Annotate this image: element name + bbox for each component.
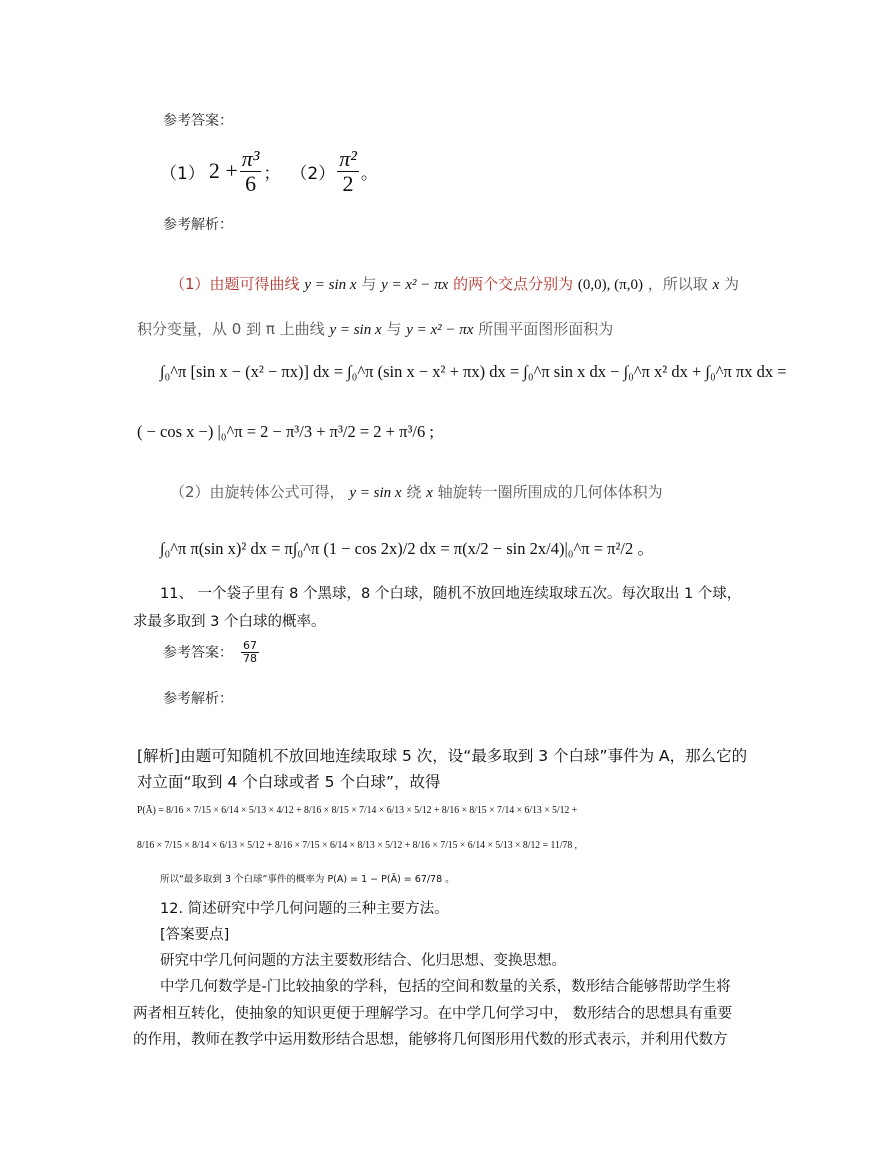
question-12: 12. 简述研究中学几何问题的三种主要方法。 [160, 901, 449, 917]
answer-q10 [160, 145, 378, 197]
answer-separator: ； [263, 163, 281, 184]
rotation-eq: y = sin x [349, 485, 402, 501]
eval-left: ( − cos x − [137, 422, 208, 441]
integral-line: ∫₀^π [sin x − (x² − πx)] dx = ∫₀^π (sin x − x² + πx) dx = ∫₀^π sin x dx − ∫₀^π x² dx + ∫₀^π πx dx = [160, 362, 787, 381]
evaluation-line [137, 410, 434, 454]
curve-eq-1b: y = sin x [329, 322, 382, 338]
solution-part-2 [170, 481, 663, 502]
rotation-axis: x [426, 485, 433, 501]
answer-1-fraction [240, 147, 262, 194]
answer-1-denominator: 6 [245, 170, 257, 196]
answer-2-denominator: 2 [342, 170, 354, 196]
intersection-points: (0,0), (π,0) [577, 277, 643, 293]
volume-text: 轴旋转一圈所围成的几何体体积为 [437, 483, 663, 501]
answer-line-4: 的作用，教师在教学中运用数形结合思想，能够将几何图形用代数的形式表示，并利用代数方 [133, 1032, 728, 1048]
solution-1-intro: （1）由题可得曲线 [170, 275, 300, 293]
question-11-line-2: 求最多取到 3 个白球的概率。 [133, 614, 326, 630]
var-x: x [712, 277, 720, 293]
analysis-q11-line-2: 对立面“取到 4 个白球或者 5 个白球”，故得 [137, 773, 441, 791]
answer-2-prefix: （2） [290, 163, 336, 184]
probability-row-3: 所以“最多取到 3 个白球”事件的概率为 P(A) = 1 − P(Ā) = 67/78 。 [160, 874, 455, 885]
and-word-b: 与 [386, 320, 402, 338]
answer-2-numerator: π² [339, 146, 357, 172]
answer-q11 [163, 640, 261, 664]
answer-1-term: 2 + [208, 158, 238, 183]
analysis-label-q11: 参考解析： [163, 691, 233, 707]
answer-q11-fraction [241, 640, 259, 664]
take-text: ，所以取 [647, 275, 708, 293]
analysis-q11-line-1: [解析]由题可知随机不放回地连续取球 5 次，设“最多取到 3 个白球”事件为 A，那么它的 [137, 747, 748, 765]
answer-label-q11: 参考答案： [163, 645, 233, 662]
answer-1-prefix: （1） [160, 163, 205, 184]
probability-row-2: 8/16 × 7/15 × 8/14 × 6/13 × 5/12 + 8/16 × 7/15 × 6/14 × 8/13 × 5/12 + 8/16 × 7/15 × 6/14 × 5/13 × 8/12 = 11/78 , [137, 840, 578, 851]
rotation-intro: （2）由旋转体公式可得， [170, 483, 345, 501]
area-text: 所围平面图形面积为 [478, 320, 614, 338]
answer-2-fraction [337, 147, 359, 194]
probability-row-1: P(Ā) = 8/16 × 7/15 × 6/14 × 5/13 × 4/12 + 8/16 × 8/15 × 7/14 × 6/13 × 5/12 + 8/16 × 8/15 × 7/14 × 6/13 × 5/12 + [137, 805, 578, 816]
curve-eq-2b: y = x² − πx [406, 322, 474, 338]
as-text: 为 [724, 275, 740, 293]
analysis-label-q10: 参考解析： [163, 217, 233, 233]
intersections-text: 的两个交点分别为 [453, 275, 574, 293]
and-word: 与 [361, 275, 377, 293]
curve-eq-1: y = sin x [304, 277, 357, 293]
answer-line-1: 研究中学几何问题的方法主要数形结合、化归思想、变换思想。 [160, 953, 566, 969]
curve-eq-2: y = x² − πx [381, 277, 449, 293]
solution-line-1 [170, 273, 739, 294]
answer-line-3: 两者相互转化，使抽象的知识更便于理解学习。在中学几何学习中， 数形结合的思想具有重要 [133, 1006, 733, 1022]
integration-var-text: 积分变量，从 0 到 π 上曲线 [137, 320, 325, 338]
answer-q11-denominator: 78 [243, 651, 257, 665]
question-11-line-1: 11、 一个袋子里有 8 个黑球，8 个白球，随机不放回地连续取球五次。每次取出 1 个球， [160, 586, 742, 602]
solution-line-2 [137, 318, 613, 339]
around-text: 绕 [406, 483, 422, 501]
answer-line-2: 中学几何数学是-门比较抽象的学科，包括的空间和数量的关系，数形结合能够帮助学生将 [160, 979, 731, 995]
answer-label-q10: 参考答案： [163, 113, 233, 129]
answer-q11-numerator: 67 [243, 639, 257, 652]
answer-key-label: [答案要点] [160, 927, 230, 943]
answer-end: 。 [360, 163, 378, 184]
volume-line: ∫₀^π π(sin x)² dx = π∫₀^π (1 − cos 2x)/2 dx = π(x/2 − sin 2x/4)|₀^π = π²/2 。 [160, 539, 654, 558]
eval-right: ) |₀^π = 2 − π³/3 + π³/2 = 2 + π³/6 ; [207, 422, 434, 441]
answer-1-numerator: π³ [241, 146, 260, 172]
